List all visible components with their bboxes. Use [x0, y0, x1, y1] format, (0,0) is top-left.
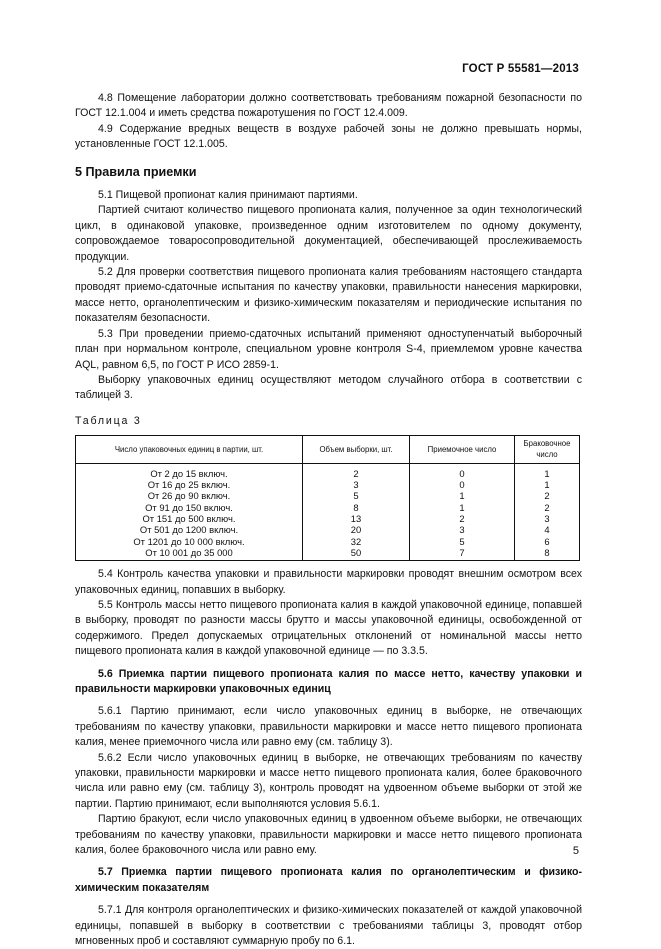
column-header-rejection-number: Браковочное число [515, 436, 580, 464]
table-row [76, 513, 580, 524]
table-3 [75, 435, 580, 561]
table-row [76, 479, 580, 490]
cell-lot-size: От 151 до 500 включ. [76, 513, 303, 524]
cell-acceptance-number: 1 [410, 490, 515, 501]
cell-sample-size: 32 [303, 536, 410, 547]
cell-acceptance-number: 1 [410, 502, 515, 513]
paragraph-5-2: 5.2 Для проверки соответствия пищевого пропионата калия требованиям настоящего стандарта проводят приемо-сдаточные испытания по качеству упаковки, правильности нанесения маркировки, массе нетто, органолептическим и физико-химическим показателям и периодические испытания по показателям безопасности. [75, 266, 582, 325]
cell-rejection-number: 4 [515, 524, 580, 535]
paragraph-5-5: 5.5 Контроль массы нетто пищевого пропионата калия в каждой упаковочной единице, попавшей в выборку, проводят по разности массы брутто и массы упаковочной единицы, освобожденной от содержимого. Предел допускаемых отрицательных отклонений от номинальной массы нетто пищевого пропионата калия в каждой упаковочной единице — по 3.3.5. [75, 598, 582, 658]
table-row [76, 524, 580, 535]
cell-lot-size: От 501 до 1200 включ. [76, 524, 303, 535]
cell-sample-size: 13 [303, 513, 410, 524]
cell-acceptance-number: 2 [410, 513, 515, 524]
paragraph-5-1-lot: Партией считают количество пищевого пропионата калия, полученное за один технологический цикл, в одинаковой упаковке, произведенное одним изготовителем по одному документу, сопровождаемое товаросопроводительной документацией, обеспечивающей прослеживаемость продукции. [75, 204, 582, 263]
cell-rejection-number: 2 [515, 490, 580, 501]
cell-lot-size: От 16 до 25 включ. [76, 479, 303, 490]
cell-acceptance-number: 5 [410, 536, 515, 547]
table-row [76, 490, 580, 501]
paragraph-5-7-1: 5.7.1 Для контроля органолептических и физико-химических показателей от каждой упаковочной единицы, попавшей в выборку в соответствии с требованиями таблицы 3, проводят отбор мгновенных проб и составляют суммарную пробу по 6.1. [75, 904, 582, 948]
table-header-row [76, 436, 580, 464]
paragraph-5-6-2-reject: Партию бракуют, если число упаковочных единиц в удвоенном объеме выборки, не отвечающих требованиям по качеству упаковки, правильности маркировки и массе нетто пищевого пропионата калия, более браковочного числа или равно ему. [75, 813, 582, 856]
cell-sample-size: 5 [303, 490, 410, 501]
paragraph-5-3: 5.3 При проведении приемо-сдаточных испытаний применяют одноступенчатый выборочный план при нормальном контроле, специальном уровне контроля S-4, приемлемом уровне качества AQL, равном 6,5, по ГОСТ Р ИСО 2859-1. [75, 327, 582, 371]
cell-rejection-number: 6 [515, 536, 580, 547]
paragraph-5-1: 5.1 Пищевой пропионат калия принимают партиями. [98, 189, 358, 202]
paragraph-5-4: 5.4 Контроль качества упаковки и правильности маркировки проводят внешним осмотром всех упаковочных единиц, попавших в выборку. [75, 568, 582, 596]
cell-acceptance-number: 0 [410, 463, 515, 479]
paragraph-4-8: 4.8 Помещение лаборатории должно соответствовать требованиям пожарной безопасности по ГОСТ 12.1.004 и иметь средства пожаротушения по ГОСТ 12.4.009. [75, 92, 582, 120]
cell-lot-size: От 26 до 90 включ. [76, 490, 303, 501]
cell-rejection-number: 1 [515, 463, 580, 479]
cell-sample-size: 2 [303, 463, 410, 479]
column-header-sample-size: Объем выборки, шт. [303, 436, 410, 464]
cell-sample-size: 8 [303, 502, 410, 513]
cell-acceptance-number: 3 [410, 524, 515, 535]
page-number: 5 [572, 845, 579, 857]
paragraph-5-3-sampling: Выборку упаковочных единиц осуществляют методом случайного отбора в соответствии с таблицей 3. [75, 373, 582, 402]
table-row [76, 502, 580, 513]
cell-sample-size: 50 [303, 547, 410, 561]
column-header-acceptance-number: Приемочное число [410, 436, 515, 464]
document-code: ГОСТ Р 55581—2013 [462, 63, 579, 75]
table-row [76, 536, 580, 547]
cell-lot-size: От 1201 до 10 000 включ. [76, 536, 303, 547]
cell-sample-size: 3 [303, 479, 410, 490]
cell-lot-size: От 10 001 до 35 000 [76, 547, 303, 561]
section-5-title: 5 Правила приемки [75, 164, 197, 179]
table-row [76, 547, 580, 561]
paragraph-5-6-1: 5.6.1 Партию принимают, если число упаковочных единиц в выборке, не отвечающих требованиям по качеству упаковки, правильности маркировки и массе нетто пищевого пропионата калия, менее приемочного числа или равно ему (см. таблицу 3). [75, 705, 582, 749]
cell-lot-size: От 91 до 150 включ. [76, 502, 303, 513]
cell-acceptance-number: 7 [410, 547, 515, 561]
cell-acceptance-number: 0 [410, 479, 515, 490]
cell-rejection-number: 1 [515, 479, 580, 490]
paragraph-5-6-2: 5.6.2 Если число упаковочных единиц в выборке, не отвечающих требованиям по качеству упаковки, правильности маркировки и массе нетто пищевого пропионата калия, более браковочного числа или равно ему (см. таблицу 3), контроль проводят на удвоенном объеме выборки от этой же партии. Партию принимают, если выполняются условия 5.6.1. [75, 751, 582, 810]
cell-rejection-number: 8 [515, 547, 580, 561]
table-3-title: Таблица 3 [75, 414, 142, 427]
cell-lot-size: От 2 до 15 включ. [76, 463, 303, 479]
cell-rejection-number: 3 [515, 513, 580, 524]
column-header-lot-size: Число упаковочных единиц в партии, шт. [76, 436, 303, 464]
subsection-5-6-title: 5.6 Приемка партии пищевого пропионата калия по массе нетто, качеству упаковки и правильности маркировки упаковочных единиц [75, 667, 582, 695]
paragraph-4-9: 4.9 Содержание вредных веществ в воздухе рабочей зоны не должно превышать нормы, установленные ГОСТ 12.1.005. [75, 122, 582, 151]
cell-rejection-number: 2 [515, 502, 580, 513]
document-body [75, 91, 582, 949]
subsection-5-7-title: 5.7 Приемка партии пищевого пропионата калия по органолептическим и физико-химическим показателям [75, 866, 582, 894]
table-row [76, 463, 580, 479]
cell-sample-size: 20 [303, 524, 410, 535]
